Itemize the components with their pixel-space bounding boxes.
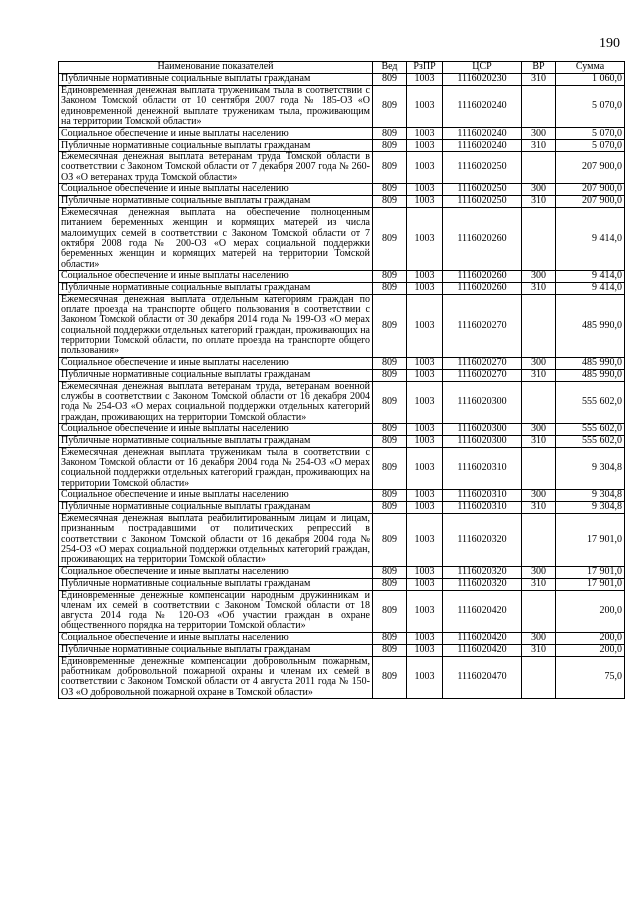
cell-name: Ежемесячная денежная выплата ветеранам труда Томской области в соответствии с Законом Томской области от 7 декабря 2007 года № 260-ОЗ «О ветеранах труда Томской области» — [59, 152, 373, 184]
cell-name: Социальное обеспечение и иные выплаты населению — [59, 632, 373, 644]
cell-ved: 809 — [373, 656, 407, 698]
header-sum: Сумма — [556, 62, 625, 74]
table-row — [59, 196, 625, 208]
cell-vr: 310 — [522, 369, 556, 381]
table-row — [59, 270, 625, 282]
cell-vr — [522, 152, 556, 184]
cell-vr: 300 — [522, 566, 556, 578]
cell-ved: 809 — [373, 152, 407, 184]
cell-csr: 1116020260 — [443, 282, 522, 294]
cell-sum: 9 304,8 — [556, 447, 625, 489]
table-header-row — [59, 62, 625, 74]
cell-sum: 200,0 — [556, 590, 625, 632]
cell-rzpr: 1003 — [407, 196, 443, 208]
cell-sum: 200,0 — [556, 632, 625, 644]
cell-ved: 809 — [373, 644, 407, 656]
cell-vr — [522, 514, 556, 566]
cell-rzpr: 1003 — [407, 447, 443, 489]
cell-rzpr: 1003 — [407, 294, 443, 357]
cell-ved: 809 — [373, 566, 407, 578]
table-row — [59, 294, 625, 357]
cell-sum: 9 414,0 — [556, 270, 625, 282]
cell-csr: 1116020420 — [443, 632, 522, 644]
cell-name: Ежемесячная денежная выплата на обеспечение полноценным питанием беременных женщин и кормящих матерей из числа малоимущих семей в соответствии с Законом Томской области от 7 октября 2008 года № 200-ОЗ «О мерах социальной поддержки беременных женщин и кормящих матерей на территории Томской области» — [59, 208, 373, 271]
cell-csr: 1116020420 — [443, 590, 522, 632]
cell-csr: 1116020240 — [443, 86, 522, 128]
cell-csr: 1116020270 — [443, 369, 522, 381]
cell-sum: 485 990,0 — [556, 357, 625, 369]
header-vr: ВР — [522, 62, 556, 74]
cell-sum: 9 414,0 — [556, 282, 625, 294]
cell-vr: 300 — [522, 423, 556, 435]
table-row — [59, 74, 625, 86]
cell-ved: 809 — [373, 196, 407, 208]
cell-vr: 310 — [522, 74, 556, 86]
cell-sum: 200,0 — [556, 644, 625, 656]
table-row — [59, 369, 625, 381]
table-row — [59, 514, 625, 566]
cell-ved: 809 — [373, 270, 407, 282]
cell-vr — [522, 590, 556, 632]
cell-name: Публичные нормативные социальные выплаты гражданам — [59, 369, 373, 381]
table-row — [59, 590, 625, 632]
cell-csr: 1116020300 — [443, 381, 522, 423]
table-row — [59, 128, 625, 140]
table-row — [59, 140, 625, 152]
cell-rzpr: 1003 — [407, 357, 443, 369]
cell-sum: 9 414,0 — [556, 208, 625, 271]
cell-vr: 310 — [522, 644, 556, 656]
cell-sum: 207 900,0 — [556, 152, 625, 184]
cell-vr: 310 — [522, 502, 556, 514]
cell-ved: 809 — [373, 514, 407, 566]
cell-csr: 1116020320 — [443, 514, 522, 566]
cell-sum: 75,0 — [556, 656, 625, 698]
table-row — [59, 632, 625, 644]
cell-rzpr: 1003 — [407, 86, 443, 128]
cell-ved: 809 — [373, 357, 407, 369]
cell-vr — [522, 208, 556, 271]
cell-name: Социальное обеспечение и иные выплаты населению — [59, 184, 373, 196]
cell-name: Единовременные денежные компенсации добровольным пожарным, работникам добровольной пожарной охраны и членам их семей в соответствии с Законом Томской области от 4 августа 2011 года № 150-ОЗ «О добровольной пожарной охране в Томской области» — [59, 656, 373, 698]
cell-rzpr: 1003 — [407, 435, 443, 447]
cell-rzpr: 1003 — [407, 74, 443, 86]
cell-sum: 5 070,0 — [556, 128, 625, 140]
cell-csr: 1116020260 — [443, 270, 522, 282]
table-row — [59, 152, 625, 184]
cell-csr: 1116020240 — [443, 128, 522, 140]
cell-rzpr: 1003 — [407, 152, 443, 184]
cell-rzpr: 1003 — [407, 644, 443, 656]
cell-sum: 1 060,0 — [556, 74, 625, 86]
header-ved: Вед — [373, 62, 407, 74]
table-row — [59, 490, 625, 502]
cell-rzpr: 1003 — [407, 208, 443, 271]
cell-sum: 5 070,0 — [556, 86, 625, 128]
cell-name: Социальное обеспечение и иные выплаты населению — [59, 128, 373, 140]
cell-name: Социальное обеспечение и иные выплаты населению — [59, 566, 373, 578]
cell-vr: 310 — [522, 282, 556, 294]
cell-csr: 1116020270 — [443, 294, 522, 357]
page-number: 190 — [599, 36, 620, 51]
cell-rzpr: 1003 — [407, 632, 443, 644]
cell-rzpr: 1003 — [407, 578, 443, 590]
cell-sum: 9 304,8 — [556, 490, 625, 502]
cell-sum: 555 602,0 — [556, 381, 625, 423]
cell-sum: 485 990,0 — [556, 369, 625, 381]
table-row — [59, 357, 625, 369]
cell-ved: 809 — [373, 184, 407, 196]
cell-name: Публичные нормативные социальные выплаты гражданам — [59, 74, 373, 86]
cell-sum: 5 070,0 — [556, 140, 625, 152]
cell-name: Ежемесячная денежная выплата отдельным категориям граждан по оплате проезда на транспорте общего пользования в соответствии с Законом Томской области от 30 декабря 2014 года № 199-ОЗ «О мерах социальной поддержки отдельных категорий граждан, проживающих на территории Томской области, по оплате проезда на транспорте общего пользования» — [59, 294, 373, 357]
cell-rzpr: 1003 — [407, 490, 443, 502]
cell-rzpr: 1003 — [407, 656, 443, 698]
cell-vr: 300 — [522, 270, 556, 282]
cell-name: Социальное обеспечение и иные выплаты населению — [59, 357, 373, 369]
table-row — [59, 578, 625, 590]
cell-rzpr: 1003 — [407, 128, 443, 140]
cell-csr: 1116020470 — [443, 656, 522, 698]
cell-sum: 17 901,0 — [556, 578, 625, 590]
table-row — [59, 447, 625, 489]
cell-csr: 1116020250 — [443, 184, 522, 196]
cell-csr: 1116020300 — [443, 435, 522, 447]
table-row — [59, 282, 625, 294]
cell-name: Публичные нормативные социальные выплаты гражданам — [59, 502, 373, 514]
cell-ved: 809 — [373, 502, 407, 514]
cell-sum: 485 990,0 — [556, 294, 625, 357]
cell-rzpr: 1003 — [407, 514, 443, 566]
budget-table — [58, 61, 625, 699]
cell-ved: 809 — [373, 282, 407, 294]
table-row — [59, 86, 625, 128]
table-row — [59, 502, 625, 514]
cell-name: Единовременные денежные компенсации народным дружинникам и членам их семей в соответствии с Законом Томской области от 18 августа 2014 года № 120-ОЗ «Об участии граждан в охране общественного порядка на территории Томской области» — [59, 590, 373, 632]
cell-ved: 809 — [373, 490, 407, 502]
cell-sum: 555 602,0 — [556, 435, 625, 447]
cell-rzpr: 1003 — [407, 184, 443, 196]
cell-csr: 1116020230 — [443, 74, 522, 86]
cell-ved: 809 — [373, 632, 407, 644]
cell-rzpr: 1003 — [407, 502, 443, 514]
cell-csr: 1116020310 — [443, 490, 522, 502]
cell-name: Социальное обеспечение и иные выплаты населению — [59, 270, 373, 282]
cell-ved: 809 — [373, 86, 407, 128]
cell-csr: 1116020300 — [443, 423, 522, 435]
cell-ved: 809 — [373, 435, 407, 447]
table-body — [59, 74, 625, 699]
cell-ved: 809 — [373, 423, 407, 435]
cell-ved: 809 — [373, 369, 407, 381]
cell-csr: 1116020320 — [443, 578, 522, 590]
cell-ved: 809 — [373, 578, 407, 590]
cell-rzpr: 1003 — [407, 282, 443, 294]
cell-vr: 310 — [522, 196, 556, 208]
cell-sum: 9 304,8 — [556, 502, 625, 514]
table-row — [59, 423, 625, 435]
cell-name: Ежемесячная денежная выплата труженикам тыла в соответствии с Законом Томской области от 16 декабря 2004 года № 254-ОЗ «О мерах социальной поддержки отдельных категорий граждан, проживающих на территории Томской области» — [59, 447, 373, 489]
cell-rzpr: 1003 — [407, 423, 443, 435]
cell-name: Социальное обеспечение и иные выплаты населению — [59, 490, 373, 502]
cell-sum: 555 602,0 — [556, 423, 625, 435]
cell-name: Публичные нормативные социальные выплаты гражданам — [59, 435, 373, 447]
cell-ved: 809 — [373, 294, 407, 357]
cell-vr: 300 — [522, 357, 556, 369]
cell-sum: 207 900,0 — [556, 184, 625, 196]
table-row — [59, 184, 625, 196]
table-row — [59, 566, 625, 578]
cell-vr — [522, 447, 556, 489]
cell-vr: 300 — [522, 184, 556, 196]
cell-rzpr: 1003 — [407, 270, 443, 282]
cell-name: Публичные нормативные социальные выплаты гражданам — [59, 140, 373, 152]
cell-csr: 1116020270 — [443, 357, 522, 369]
table-row — [59, 656, 625, 698]
table-row — [59, 208, 625, 271]
cell-name: Ежемесячная денежная выплата ветеранам труда, ветеранам военной службы в соответствии с Законом Томской области от 16 декабря 2004 года № 254-ОЗ «О мерах социальной поддержки отдельных категорий граждан, проживающих на территории Томской области» — [59, 381, 373, 423]
cell-vr: 300 — [522, 490, 556, 502]
cell-name: Публичные нормативные социальные выплаты гражданам — [59, 578, 373, 590]
table-row — [59, 381, 625, 423]
header-rzpr: РзПР — [407, 62, 443, 74]
cell-name: Ежемесячная денежная выплата реабилитированным лицам и лицам, признанным пострадавшими от политических репрессий в соответствии с Законом Томской области от 16 декабря 2004 года № 254-ОЗ «О мерах социальной поддержки отдельных категорий граждан, проживающих на территории Томской области» — [59, 514, 373, 566]
cell-csr: 1116020260 — [443, 208, 522, 271]
cell-csr: 1116020310 — [443, 502, 522, 514]
cell-vr: 310 — [522, 578, 556, 590]
cell-sum: 17 901,0 — [556, 566, 625, 578]
cell-vr — [522, 656, 556, 698]
cell-sum: 17 901,0 — [556, 514, 625, 566]
cell-rzpr: 1003 — [407, 369, 443, 381]
cell-ved: 809 — [373, 140, 407, 152]
cell-ved: 809 — [373, 208, 407, 271]
cell-ved: 809 — [373, 128, 407, 140]
cell-rzpr: 1003 — [407, 590, 443, 632]
cell-name: Единовременная денежная выплата труженикам тыла в соответствии с Законом Томской области от 10 сентября 2007 года № 185-ОЗ «О единовременной денежной выплате труженикам тыла, проживающим на территории Томской области» — [59, 86, 373, 128]
cell-csr: 1116020320 — [443, 566, 522, 578]
cell-vr: 310 — [522, 435, 556, 447]
cell-csr: 1116020250 — [443, 152, 522, 184]
cell-csr: 1116020310 — [443, 447, 522, 489]
cell-vr: 310 — [522, 140, 556, 152]
cell-rzpr: 1003 — [407, 381, 443, 423]
cell-sum: 207 900,0 — [556, 196, 625, 208]
cell-vr: 300 — [522, 128, 556, 140]
cell-vr — [522, 381, 556, 423]
cell-rzpr: 1003 — [407, 140, 443, 152]
cell-name: Публичные нормативные социальные выплаты гражданам — [59, 282, 373, 294]
cell-ved: 809 — [373, 590, 407, 632]
cell-csr: 1116020240 — [443, 140, 522, 152]
cell-name: Публичные нормативные социальные выплаты гражданам — [59, 196, 373, 208]
cell-csr: 1116020420 — [443, 644, 522, 656]
cell-ved: 809 — [373, 74, 407, 86]
cell-rzpr: 1003 — [407, 566, 443, 578]
cell-ved: 809 — [373, 447, 407, 489]
cell-vr — [522, 294, 556, 357]
cell-vr — [522, 86, 556, 128]
table-row — [59, 435, 625, 447]
cell-name: Социальное обеспечение и иные выплаты населению — [59, 423, 373, 435]
cell-csr: 1116020250 — [443, 196, 522, 208]
cell-ved: 809 — [373, 381, 407, 423]
header-csr: ЦСР — [443, 62, 522, 74]
header-name: Наименование показателей — [59, 62, 373, 74]
cell-name: Публичные нормативные социальные выплаты гражданам — [59, 644, 373, 656]
table-row — [59, 644, 625, 656]
cell-vr: 300 — [522, 632, 556, 644]
